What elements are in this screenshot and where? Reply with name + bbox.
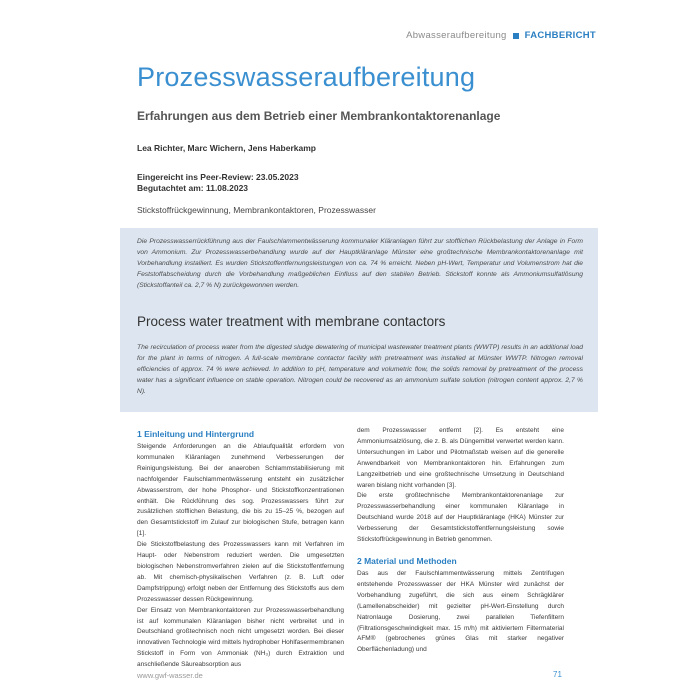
section-heading-methods: 2 Material und Methoden [357,555,457,566]
section-heading-intro: 1 Einleitung und Hintergrund [137,429,255,439]
article-subtitle: Erfahrungen aus dem Betrieb einer Membrankontaktorenanlage [137,109,501,123]
right-paragraph-1: dem Prozesswasser entfernt [2]. Es entsteht eine Ammoniumsalzlösung, die z. B. als Düngemittel verwertet werden kann. Untersuchungen im Labor und Pilotmaßstab weisen auf die generelle Anwendbarkeit von Membrankontaktoren hin. Erfahrungen zum Langzeitbetrieb und eine großtechnische Umsetzung in Deutschland waren bislang nicht vorhanden [3]. [357,427,564,489]
page-number: 71 [553,670,562,679]
section-gap [357,546,564,555]
article-title: Prozesswasseraufbereitung [137,62,476,92]
footer-url[interactable]: www.gwf-wasser.de [137,671,203,680]
submitted-date: Eingereicht ins Peer-Review: 23.05.2023 [137,172,299,182]
intro-paragraph-3: Der Einsatz von Membrankontaktoren zur Prozesswasserbehandlung ist auf kommunalen Kläranlagen bisher nicht verbreitet und in Deutschland großtechnisch noch nicht umgesetzt worden. Bei dieser innovativen Technologie wird mittels hydrophober Hohlfasermembranen Stickstoff in Form von Ammoniak (NH₃) durch Extraktion und anschließende Säureabsorption aus [137,606,344,669]
running-header-category: FACHBERICHT [524,30,596,41]
abstract-english: The recirculation of process water from the digested sludge dewatering of municipal wastewater treatment plants (WWTP) results in an additional load for the plant in terms of nitrogen. A full-scale membrane contactor facility with pretreatment was installed at Münster WWTP. Nitrogen removal efficiencies of approx. 74 % were achieved. In addition to pH, temperature and volumetric flow, the solids removal by pretreatment of the process water has a significant influence on stable operation. Nitrogen could be recovered as an ammonium sulfate solution (nitrogen content approx. 2,7 % N). [137,344,583,395]
keywords: Stickstoffrückgewinnung, Membrankontaktoren, Prozesswasser [137,205,376,215]
right-column [357,426,564,656]
reviewed-date: Begutachtet am: 11.08.2023 [137,183,249,193]
review-dates [137,172,299,194]
abstract-german: Die Prozesswasserrückführung aus der Faulschlammentwässerung kommunaler Kläranlagen führt zur stofflichen Rückbelastung der Anlage in Form von Ammonium. Zur Prozesswasserbehandlung wurde auf der Hauptkläranlage Münster eine großtechnische Membrankontaktorenanlage mit Vorbehandlung installiert. Es wurden Stickstoffentfernungsleistungen von ca. 74 % erreicht. Neben pH-Wert, Temperatur und Volumenstrom hat die Feststoffabscheidung durch die Vorbehandlung maßgeblichen Einfluss auf den stabilen Betrieb. Stickstoff konnte als Ammoniumsulfatlösung (Stickstoffanteil ca. 2,7 % N) zurückgewonnen werden. [137,238,583,289]
square-bullet-icon [513,33,519,39]
methods-paragraph-1: Das aus der Faulschlammentwässerung mittels Zentrifugen entstehende Prozesswasser der HKA Münster wird zunächst der Vorbehandlung zugeführt, die sich aus einem Schrägklärer (Lamellenabscheider) mit gezielter pH-Wert-Einstellung durch Natronlauge Dosierung, zwei parallelen Tiefenfiltern (Filtrationsgeschwindigkeit max. 15 m/h) mit aktiviertem Filtermaterial AFM® (gebrochenes grünes Glas mit starker negativer Oberflächenladung) und [357,569,564,654]
running-header-section: Abwasseraufbereitung [406,30,507,41]
english-title: Process water treatment with membrane contactors [137,314,446,329]
running-header [406,30,596,41]
intro-paragraph-2: Die Stickstoffbelastung des Prozesswassers kann mit Verfahren im Haupt- oder Nebenstrom reduziert werden. Die umgesetzten biologischen Nebenstromverfahren zielen auf die Stickstoffentfernung ab. Mit chemisch-physikalischen Verfahren (z. B. Luft oder Dampfstrippung) erfolgt neben der Entfernung des Stickstoffs aus dem Prozesswasser dessen Rückgewinnung. [137,541,344,603]
left-column [137,428,344,671]
intro-paragraph-1: Steigende Anforderungen an die Ablaufqualität erfordern von kommunalen Kläranlagen zunehmend Verbesserungen der Reinigungsleistung. Bei der anaeroben Schlammstabilisierung mit nachfolgender Faulschlammentwässerung entsteht ein zusätzlicher Abwasserstrom, der hohe Phosphor- und Stickstoffkonzentrationen enthält. Die Rückführung des sog. Prozesswassers führt zur zusätzlichen stofflichen Belastung, die bis zu 15–25 %, bezogen auf den Gesamtstickstoff im Zulauf zur biologischen Stufe, betragen kann [1]. [137,443,344,538]
right-paragraph-2: Die erste großtechnische Membrankontaktorenanlage zur Prozesswasserbehandlung einer kommunalen Kläranlage in Deutschland wurde 2018 auf der Hauptkläranlage (HKA) Münster zur Verbesserung der Gesamtstickstoffentfernungsleistung sowie Stickstoffrückgewinnung in Betrieb genommen. [357,492,564,544]
authors: Lea Richter, Marc Wichern, Jens Haberkamp [137,143,316,153]
